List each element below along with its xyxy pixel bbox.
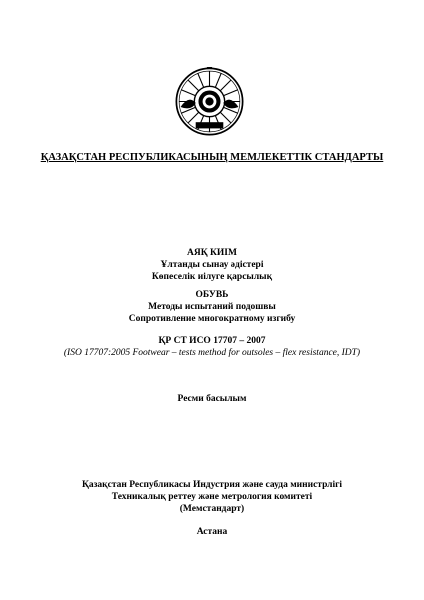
city-name: Астана: [196, 527, 228, 537]
title-kk-line-3: Көпеселік иілуге қарсылық: [151, 272, 273, 282]
title-ru-line-3: Сопротивление многократному изгибу: [128, 314, 296, 324]
publisher-line-3: (Мемстандарт): [179, 504, 245, 514]
state-emblem-icon: [175, 67, 244, 136]
document-header-title: ҚАЗАҚСТАН РЕСПУБЛИКАСЫНЫҢ МЕМЛЕКЕТТІК СТАНДАРТЫ: [40, 152, 384, 163]
publisher-line-2: Техникалық реттеу және метрология комитеті: [111, 492, 313, 502]
title-kk-line-2: Ұлтанды сынау әдістері: [160, 260, 264, 270]
standard-reference: (ISO 17707:2005 Footwear – tests method for outsoles – flex resistance, IDT): [63, 348, 361, 358]
title-ru-line-1: ОБУВЬ: [195, 290, 229, 300]
title-ru-line-2: Методы испытаний подошвы: [148, 302, 276, 312]
standard-code: ҚР СТ ИСО 17707 – 2007: [158, 336, 266, 346]
edition-label: Ресми басылым: [177, 394, 247, 404]
title-kk-line-1: АЯҚ КИІМ: [187, 248, 237, 258]
publisher-line-1: Қазақстан Республикасы Индустрия және сауда министрлігі: [81, 480, 343, 490]
